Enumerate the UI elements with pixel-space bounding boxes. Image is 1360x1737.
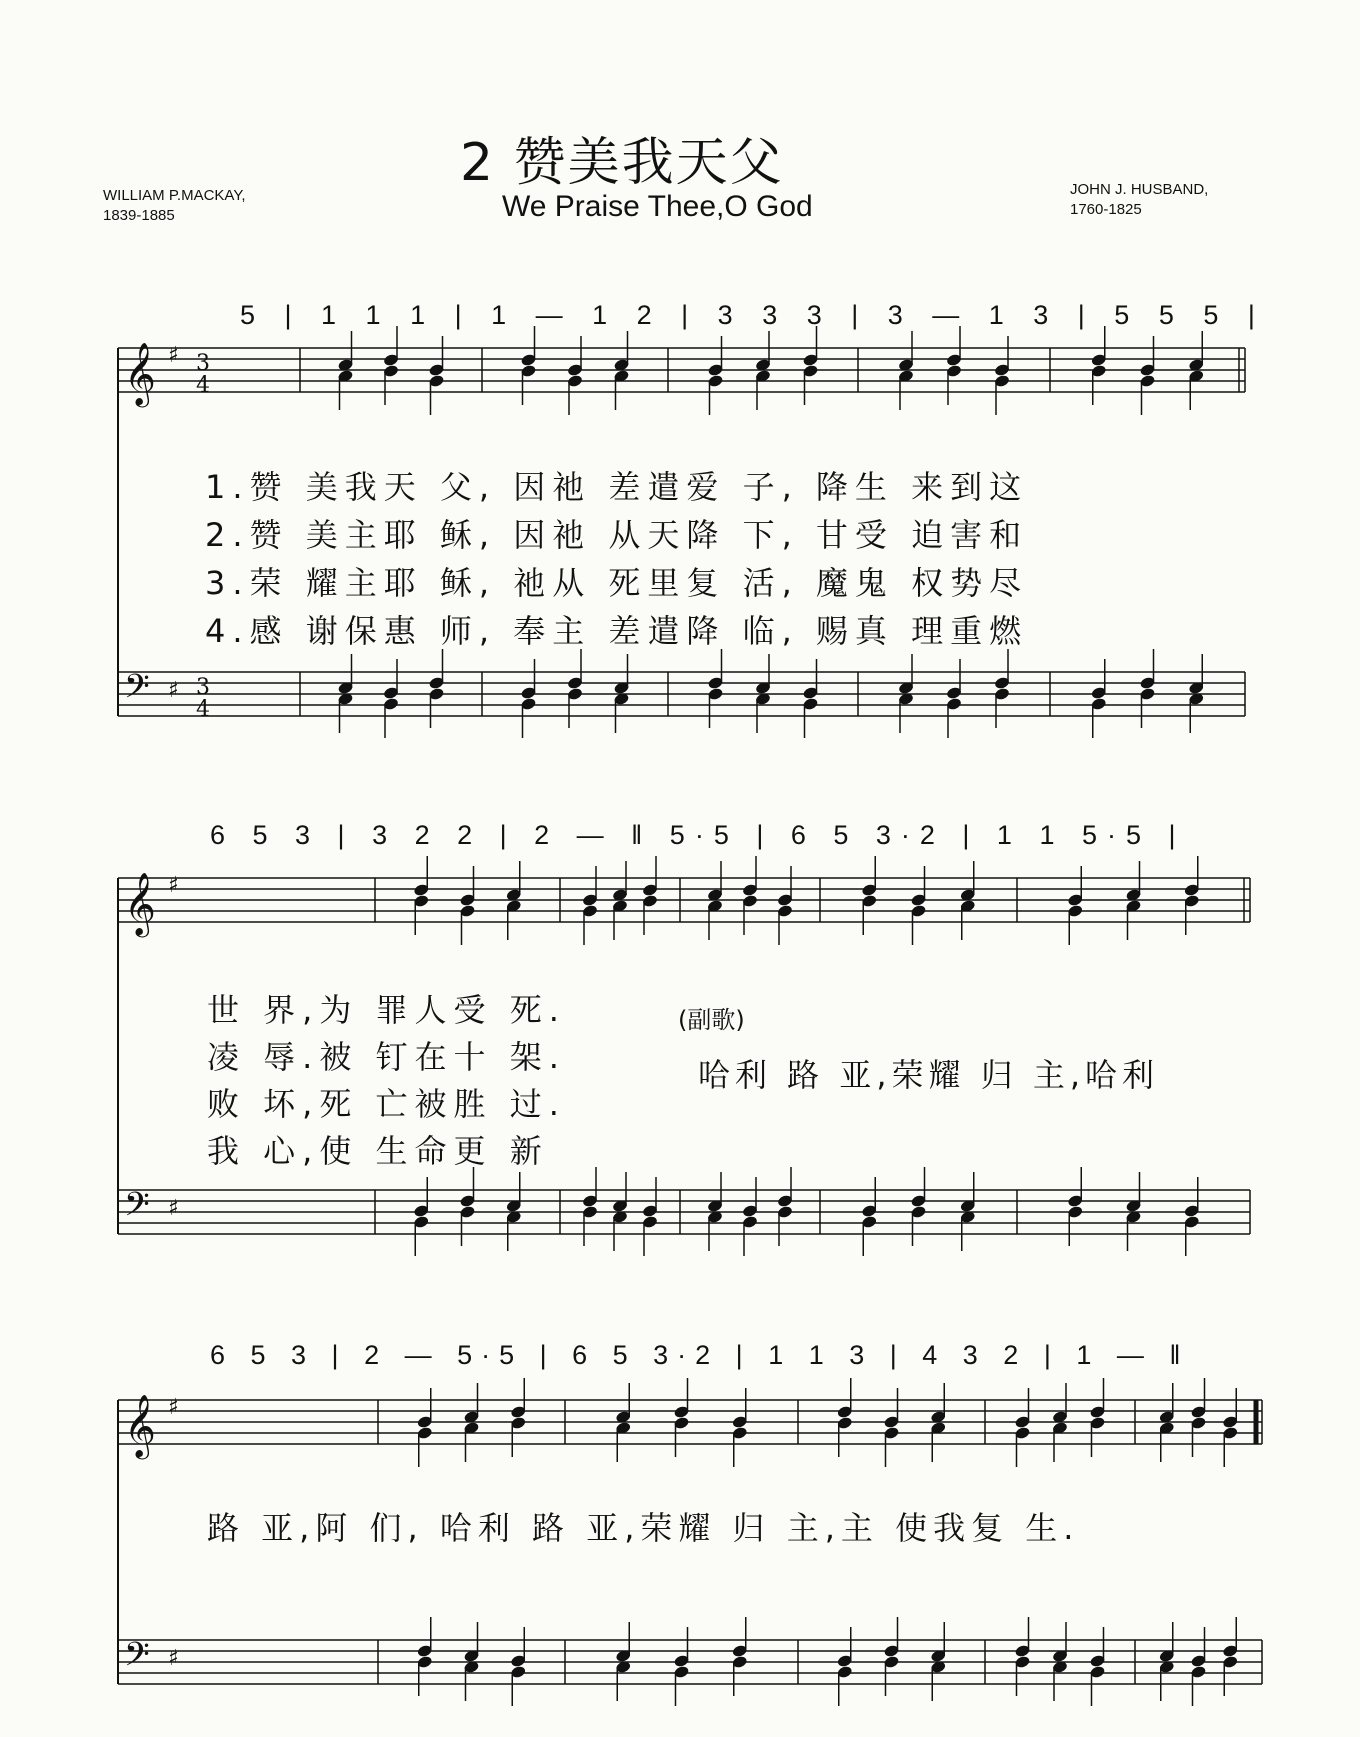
time-signature-top: 3 [196, 351, 210, 376]
composer-name: JOHN J. HUSBAND, [1070, 181, 1209, 198]
jianpu-line-1: 5 | 1 1 1 | 1 — 1 2 | 3 3 3 | 3 — 1 3 | 5 5 5 | [240, 300, 1266, 330]
lyric-line-2-3: 败 坏,死 亡被胜 过. [207, 1085, 566, 1123]
key-sharp-icon: ♯ [168, 1395, 179, 1420]
key-sharp-icon: ♯ [168, 343, 179, 368]
bass-clef-icon: 𝄢 [124, 1636, 150, 1682]
key-sharp-icon: ♯ [168, 873, 179, 898]
key-sharp-icon: ♯ [168, 1196, 179, 1221]
key-sharp-icon: ♯ [168, 678, 179, 703]
lyric-verse-4: 4.感 谢保惠 师, 奉主 差遣降 临, 赐真 理重燃 [205, 612, 1029, 650]
hymn-title: 2 赞美我天父 [460, 133, 784, 193]
refrain-label: (副歌) [678, 1006, 745, 1034]
lyric-verse-2: 2.赞 美主耶 稣, 因祂 从天降 下, 甘受 迫害和 [205, 516, 1029, 554]
hymn-subtitle: We Praise Thee,O God [502, 190, 813, 223]
author-name: WILLIAM P.MACKAY, [103, 187, 246, 204]
lyric-line-2-4: 我 心,使 生命更 新 [207, 1132, 549, 1170]
treble-clef-icon: 𝄞 [124, 1394, 156, 1457]
jianpu-line-2: 6 5 3 | 3 2 2 | 2 — ‖ 5·5 | 6 5 3·2 | 1 1 5·5 | [210, 820, 1186, 850]
bass-clef-icon: 𝄢 [124, 1186, 150, 1232]
lyric-verse-1: 1.赞 美我天 父, 因祂 差遣爱 子, 降生 来到这 [205, 468, 1029, 506]
lyric-line-2-2: 凌 辱.被 钉在十 架. [207, 1038, 566, 1076]
lyric-line-3: 路 亚,阿 们, 哈利 路 亚,荣耀 归 主,主 使我复 生. [207, 1509, 1080, 1547]
lyric-verse-3: 3.荣 耀主耶 稣, 祂从 死里复 活, 魔鬼 权势尽 [205, 564, 1029, 602]
treble-clef-icon: 𝄞 [124, 872, 156, 935]
author-years: 1839-1885 [103, 207, 175, 224]
bass-clef-icon: 𝄢 [124, 668, 150, 714]
time-signature-top: 3 [196, 675, 210, 700]
composer-years: 1760-1825 [1070, 201, 1142, 218]
time-signature-bottom: 4 [196, 373, 210, 398]
jianpu-line-3: 6 5 3 | 2 — 5·5 | 6 5 3·2 | 1 1 3 | 4 3 2 | 1 — ‖ [210, 1340, 1190, 1370]
treble-clef-icon: 𝄞 [124, 342, 156, 405]
refrain-lyric: 哈利 路 亚,荣耀 归 主,哈利 [698, 1056, 1160, 1094]
time-signature-bottom: 4 [196, 697, 210, 722]
lyric-line-2-1: 世 界,为 罪人受 死. [207, 991, 566, 1029]
key-sharp-icon: ♯ [168, 1646, 179, 1671]
